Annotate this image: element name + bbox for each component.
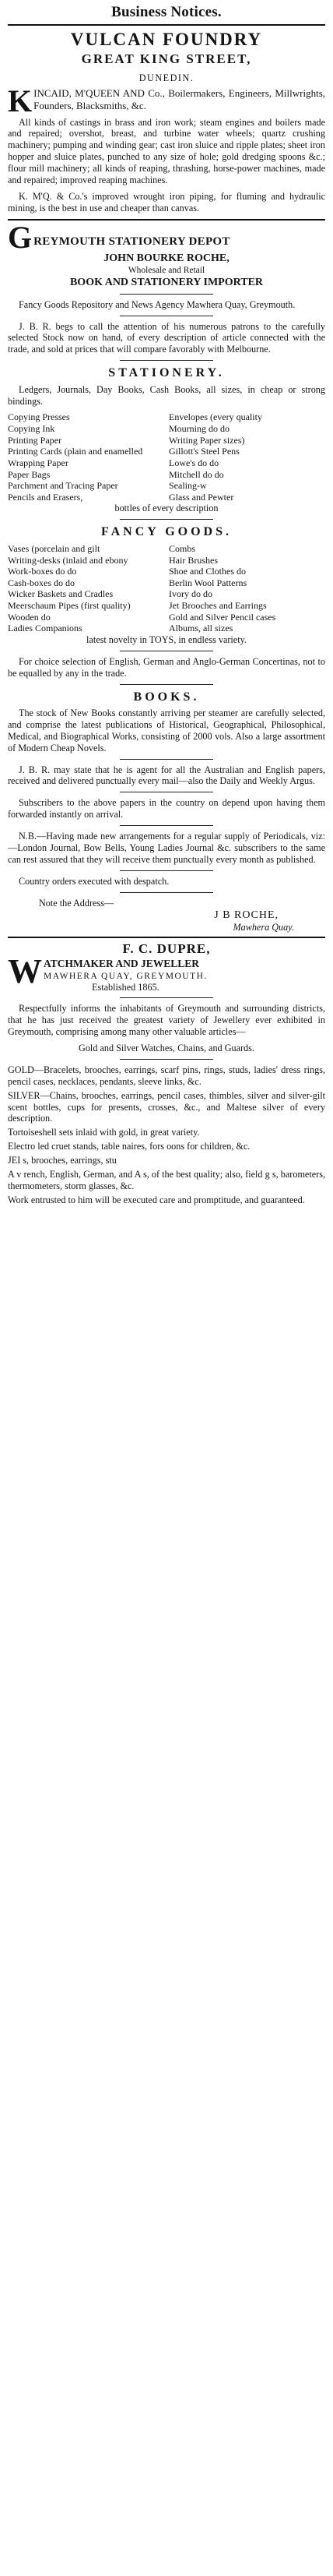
list-item: Combs: [169, 542, 196, 554]
list-item: Vases (porcelain and gilt: [8, 542, 100, 554]
stationery-owner: JOHN BOURKE ROCHE,: [103, 252, 230, 264]
subscribers-text: Subscribers to the above papers in the country on depend upon having them forwarded instantly on arrival.: [8, 797, 325, 820]
dupre-title: F. C. DUPRE,: [122, 941, 211, 957]
list-item: Ladies Companions: [8, 623, 82, 634]
nb-text: N.B.—Having made new arrangements for a regular supply of Periodicals, viz:—London Journal, Bow Bells, Young Ladies Journal &c. subscribers to the same can rest assured that they will receive them punctually every month as published.: [8, 831, 325, 865]
vulcan-firm: [8, 83, 325, 118]
address-label: Note the Address—: [39, 897, 114, 909]
list-item: Work-boxes do do: [8, 566, 77, 577]
vulcan-city: DUNEDIN.: [138, 72, 195, 83]
dupre-heading: [8, 952, 325, 993]
dupre-tortoiseshell: Tortoiseshell sets inlaid with gold, in great variety.: [8, 1127, 200, 1138]
dupre-silver: SILVER—Chains, brooches, earrings, pencil cases, thimbles, silver and silver-gilt scent bottles, cups for presents, crosses, &c., and Maltese silver of every description.: [8, 1089, 325, 1124]
dupre-body: Respectfully informs the inhabitants of Greymouth and surrounding districts, that he has just received the greatest variety of Jewellery ever exhibited in Greymouth, comprising among many other valuable articles—: [8, 1003, 325, 1038]
stationery-intro: J. B. R. begs to call the attention of his numerous patrons to the carefully selected Stock now on hand, of every description of article connected with the trade, and sold at prices that will compare favorably with Melbourne.: [8, 320, 325, 355]
concertinas-text: For choice selection of English, German and Anglo-German Concertinas, not to be equalled by any in the trade.: [8, 655, 325, 679]
list-item: Gillott's Steel Pens: [169, 446, 240, 457]
list-item: Sealing-w: [169, 480, 207, 492]
list-item: Copying Presses: [8, 411, 70, 423]
stationery-sub2: BOOK AND STATIONERY IMPORTER: [69, 276, 264, 288]
country-orders: Country orders executed with despatch.: [19, 875, 170, 887]
short-rule: [120, 1059, 213, 1060]
list-item: Writing-desks (inlaid and ebony: [8, 554, 128, 566]
list-item: Mourning do do: [169, 423, 230, 435]
list-item: Ivory do do: [169, 588, 212, 600]
short-rule: [120, 825, 213, 826]
list-item: Wicker Baskets and Cradles: [8, 588, 114, 600]
list-item: Parchment and Tracing Paper: [8, 480, 118, 492]
list-item: Paper Bags: [8, 468, 51, 480]
dupre-electro: Electro led cruet stands, table naires, fors oons for children, &c.: [8, 1141, 251, 1152]
list-item: Copying Ink: [8, 423, 55, 435]
dupre-dropcap: W: [8, 952, 42, 991]
stationery-items-left: [8, 411, 164, 503]
list-item: Berlin Wool Patterns: [169, 577, 247, 588]
dupre-fragment: A v rench, English, German, and A s, of the best quality; also, field g s, barometers, thermometers, storm glasses, &c.: [8, 1168, 325, 1191]
section-header: Business Notices.: [111, 4, 222, 20]
list-item: Albums, all sizes: [169, 623, 233, 634]
stationery-items-right: [169, 411, 325, 503]
vulcan-title: VULCAN FOUNDRY: [70, 30, 263, 50]
list-item: Printing Paper: [8, 434, 61, 446]
dupre-heading-lines: [44, 958, 208, 993]
header-rule: [8, 24, 325, 26]
vulcan-dropcap: K: [8, 83, 33, 118]
list-item: Jet Brooches and Earrings: [169, 600, 267, 611]
list-item: Printing Cards (plain and enamelled: [8, 446, 143, 457]
stationery-advert: [8, 219, 325, 934]
list-item: Hair Brushes: [169, 554, 218, 566]
dupre-line1: ATCHMAKER AND JEWELLER: [44, 958, 200, 970]
short-rule: [120, 997, 213, 998]
fancy-toys: latest novelty in TOYS, in endless variety.: [86, 633, 247, 645]
books-title: BOOKS.: [133, 690, 200, 704]
list-item: Gold and Silver Pencil cases: [169, 611, 276, 623]
dupre-gold: GOLD—Bracelets, brooches, earrings, scarf pins, rings, studs, ladies' dress rings, pencil cases, necklaces, pendants, sleeve links, &c.: [8, 1064, 325, 1087]
list-item: Wooden do: [8, 611, 51, 623]
fancy-items-right: [169, 543, 325, 634]
list-item: Writing Paper sizes): [169, 434, 245, 446]
list-item: Mitchell do do: [169, 468, 224, 480]
list-item: Shoe and Clothes do: [169, 566, 246, 577]
stationery-items: [8, 411, 325, 503]
short-rule: [120, 519, 213, 520]
agent-text: J. B. R. may state that he is agent for all the Australian and English papers, received and delivered punctually every mail—also the Daily and Weekly Argus.: [8, 764, 325, 787]
stationery-heading: [8, 219, 325, 255]
vulcan-body: All kinds of castings in brass and iron work; steam engines and boilers made and repaired; overshot, breast, and turbine water wheels; quartz crushing machinery; pumping and winding gear; cast iron sluice and ripple plates; sheet iron hopper and sluice plates, punched to any size of hole; gold dredging spoons &c.; flour mill machinery; all kinds of reaping, thrashing, horse-power machines, made and repaired; improved reaping machines.: [8, 116, 325, 185]
list-item: Glass and Pewter: [169, 491, 234, 503]
dupre-line2: MAWHERA QUAY, GREYMOUTH.: [44, 971, 208, 981]
fancy-goods-title: FANCY GOODS.: [101, 525, 232, 539]
stationery-dropcap: G: [8, 219, 33, 255]
short-rule: [120, 294, 213, 295]
dupre-jet: JEI s, brooches, earrings, stu: [8, 1155, 117, 1166]
books-text: The stock of New Books constantly arriving per steamer are carefully selected, and comprise the latest publications of Historical, Geographical, Philosophical, Medical, and Biographical Works, consisting of 2000 vols. Also a large assortment of Modern Cheap Novels.: [8, 708, 325, 753]
stationery-items-tail: bottles of every description: [114, 503, 219, 514]
list-item: Cash-boxes do do: [8, 577, 75, 588]
divider-1: [8, 219, 325, 221]
stationery-ledgers: Ledgers, Journals, Day Books, Cash Books, all sizes, in cheap or strong bindings.: [8, 383, 325, 407]
list-item: Lowe's do do: [169, 457, 219, 468]
vulcan-note: K. M'Q. & Co.'s improved wrought iron piping, for fluming and hydraulic mining, is the best in use and cheaper than canvas.: [8, 190, 325, 213]
list-item: Meerschaum Pipes (first quality): [8, 600, 131, 611]
address-name: J B ROCHE,: [214, 909, 279, 922]
stationery-sub1: Wholesale and Retail: [128, 265, 205, 275]
address-place: Mawhera Quay.: [233, 922, 294, 933]
dupre-watches: Gold and Silver Watches, Chains, and Guards.: [79, 1043, 254, 1054]
divider-2: [8, 937, 325, 938]
stationery-section-title: STATIONERY.: [108, 366, 225, 380]
stationery-title: REYMOUTH STATIONERY DEPOT: [33, 235, 230, 249]
vulcan-advert: [8, 29, 325, 213]
list-item: Pencils and Erasers,: [8, 491, 83, 503]
short-rule: [120, 360, 213, 361]
vulcan-firm-text: INCAID, M'QUEEN AND Co., Boilermakers, Engineers, Millwrights, Founders, Blacksmiths, &c.: [33, 86, 325, 111]
short-rule: [120, 870, 213, 871]
short-rule: [120, 684, 213, 685]
list-item: Envelopes (every quality: [169, 411, 262, 423]
fancy-items-left: [8, 543, 164, 634]
dupre-line3: Established 1865.: [92, 981, 159, 993]
dupre-advert: [8, 941, 325, 1205]
dupre-closing: Work entrusted to him will be executed care and promptitude, and guaranteed.: [8, 1194, 305, 1205]
list-item: Wrapping Paper: [8, 457, 68, 468]
fancy-goods-items: [8, 543, 325, 634]
vulcan-street: GREAT KING STREET,: [81, 51, 252, 67]
short-rule: [120, 892, 213, 893]
stationery-repository: Fancy Goods Repository and News Agency Mawhera Quay, Greymouth.: [19, 298, 296, 310]
short-rule: [120, 759, 213, 760]
